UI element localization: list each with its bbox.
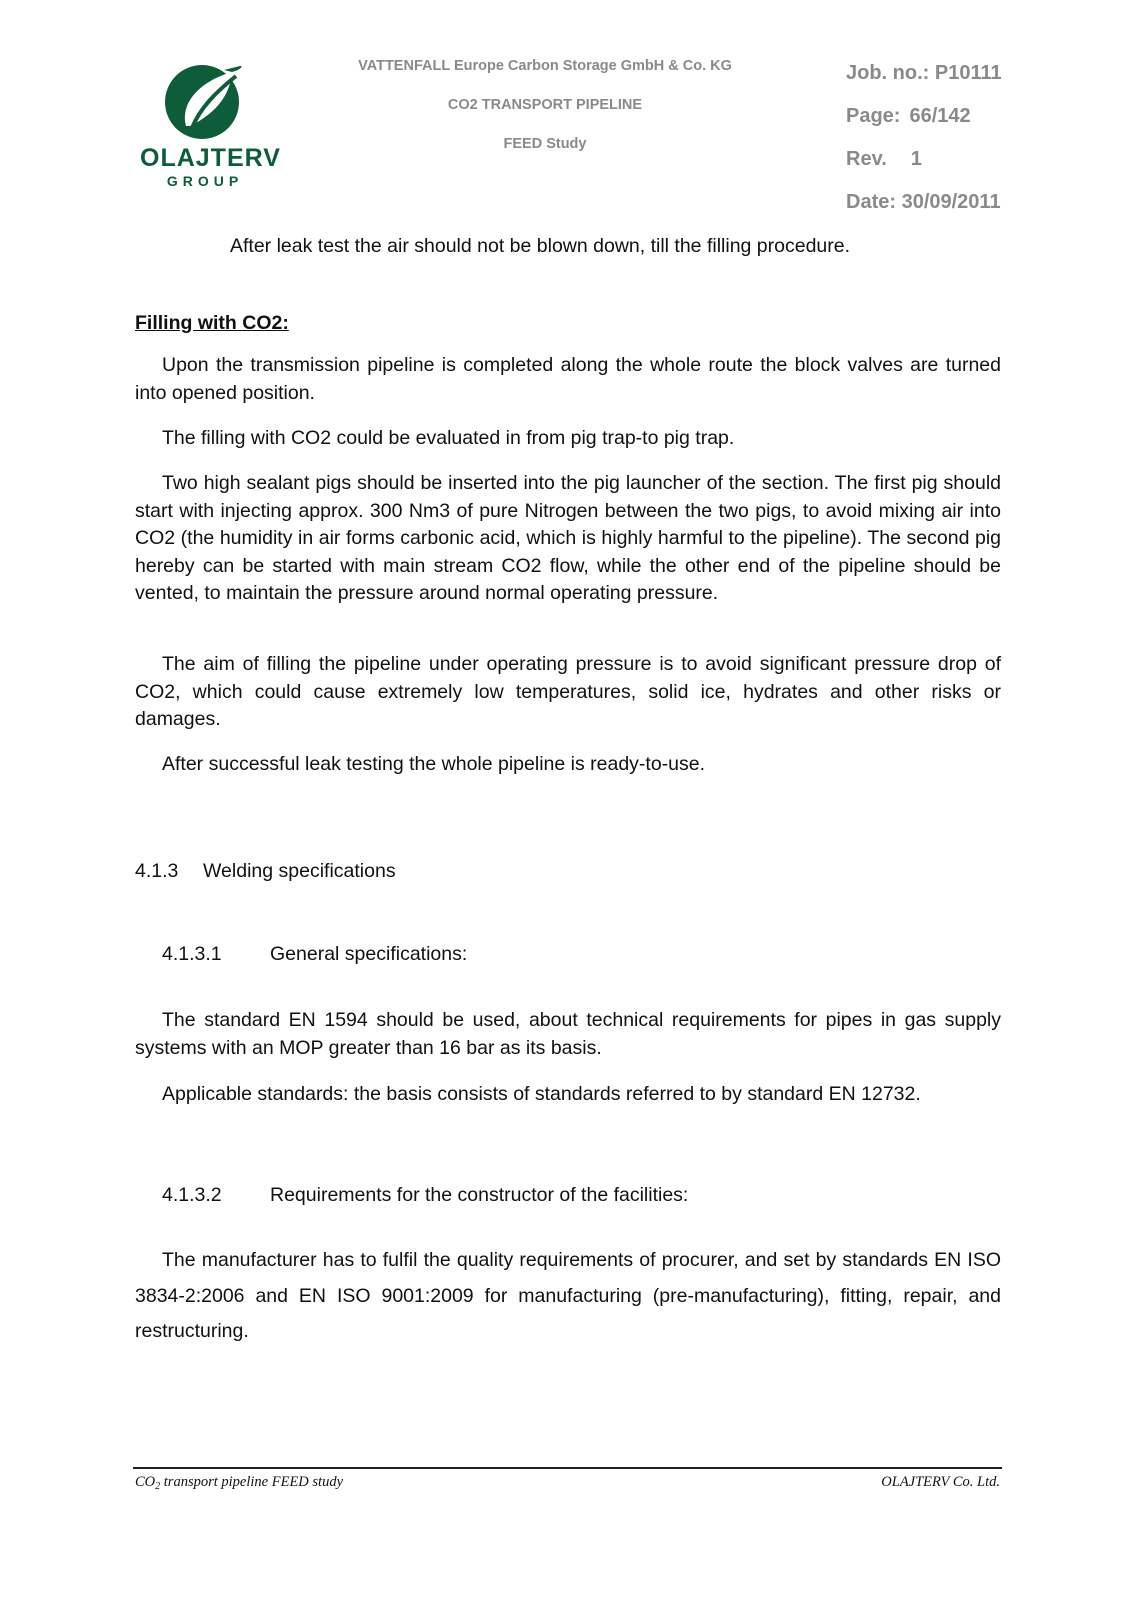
project-name: CO2 TRANSPORT PIPELINE (447, 97, 643, 113)
study-name: FEED Study (503, 136, 587, 152)
leaf-logo-icon (140, 64, 270, 144)
section-title: Welding specifications (203, 860, 396, 882)
page-value: 66/142 (909, 105, 971, 127)
date-label: Date: (846, 191, 897, 213)
footer-left-subscript: 2 (155, 1481, 161, 1492)
olajterv-logo (140, 64, 280, 194)
footer-right: OLAJTERV Co. Ltd. (881, 1474, 1000, 1490)
paragraph: Two high sealant pigs should be inserted into the pig launcher of the section. The first pig should start with injecting approx. 300 Nm3 of pure Nitrogen between the two pigs, to avoid mixing air into CO2 (the humidity in air forms carbonic acid, which is highly harmful to the pipeline). The second pig hereby can be started with main stream CO2 flow, while the other end of the pipeline should be vented, to maintain the pressure around normal operating pressure. (135, 472, 1001, 604)
footer-left (135, 1474, 343, 1492)
paragraph: The aim of filling the pipeline under operating pressure is to avoid significant pressure drop of CO2, which could cause extremely low temperatures, solid ice, hydrates and other risks or damages. (135, 653, 1001, 730)
paragraph: Applicable standards: the basis consists of standards referred to by standard EN 12732. (162, 1083, 921, 1105)
job-number (846, 62, 1002, 105)
logo-group: GROUP (166, 173, 244, 189)
logo-name: OLAJTERV (140, 144, 281, 172)
rev-label: Rev. (846, 148, 887, 170)
section-number: 4.1.3 (135, 860, 179, 882)
job-value: P10111 (934, 62, 1002, 84)
section-number: 4.1.3.1 (162, 943, 222, 965)
footer-rule (133, 1467, 1002, 1469)
page-label: Page: (846, 105, 901, 127)
date (846, 191, 1002, 234)
header-center (330, 58, 760, 175)
logo-wordmark (140, 144, 281, 190)
intro-sentence: After leak test the air should not be blown down, till the filling procedure. (230, 235, 851, 257)
filling-heading: Filling with CO2: (135, 312, 289, 334)
page-number (846, 105, 1002, 148)
section-heading-4-1-3-1 (162, 943, 467, 966)
date-value: 30/09/2011 (901, 191, 1001, 213)
revision (846, 148, 1002, 191)
footer-left-prefix: CO (135, 1474, 156, 1490)
section-heading-4-1-3 (135, 860, 396, 883)
paragraph: The manufacturer has to fulfil the quality requirements of procurer, and set by standards EN ISO 3834-2:2006 and EN ISO 9001:2009 for manufacturing (pre-manufacturing), fitting, repair, and restructuring. (135, 1249, 1001, 1342)
paragraph: The filling with CO2 could be evaluated in from pig trap-to pig trap. (162, 427, 735, 449)
paragraph: After successful leak testing the whole pipeline is ready-to-use. (162, 753, 706, 775)
section-title: General specifications: (270, 943, 468, 965)
job-label: Job. no.: (846, 62, 930, 84)
section-number: 4.1.3.2 (162, 1184, 222, 1206)
header-right (846, 62, 1002, 234)
paragraph: The standard EN 1594 should be used, about technical requirements for pipes in gas supply systems with an MOP greater than 16 bar as its basis. (135, 1009, 1001, 1059)
footer-left-suffix: transport pipeline FEED study (160, 1474, 343, 1490)
company-name: VATTENFALL Europe Carbon Storage GmbH & Co. KG (358, 58, 732, 74)
section-heading-4-1-3-2 (162, 1184, 688, 1207)
rev-value: 1 (910, 148, 922, 170)
section-title: Requirements for the constructor of the facilities: (270, 1184, 689, 1206)
paragraph: Upon the transmission pipeline is completed along the whole route the block valves are turned into opened position. (135, 354, 1001, 404)
